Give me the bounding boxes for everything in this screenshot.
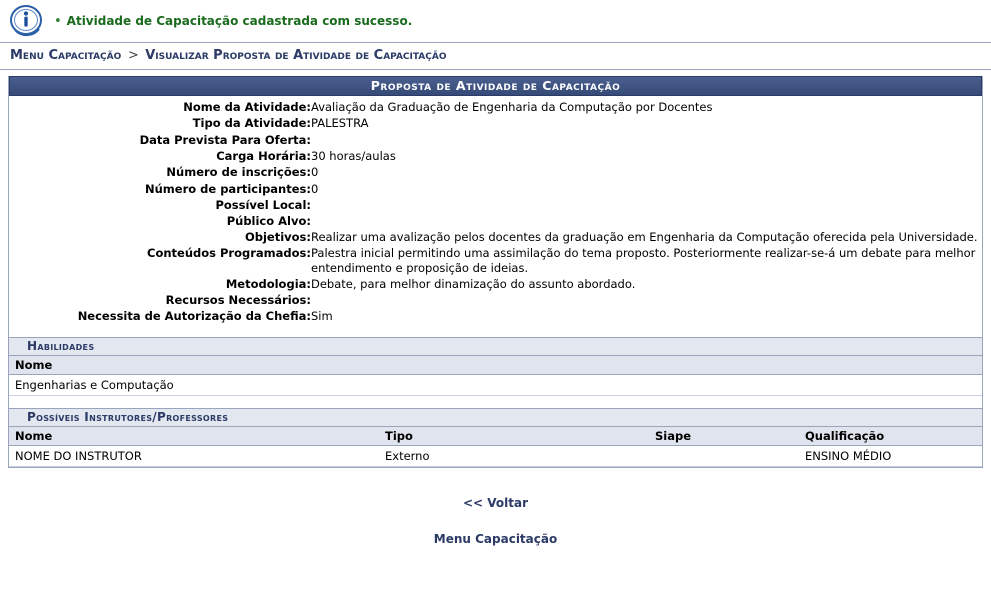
table-header-row (9, 427, 982, 446)
field-label: Tipo da Atividade: (192, 116, 311, 131)
back-chevron-icon: << (462, 495, 484, 510)
field-row (9, 99, 982, 115)
field-row (9, 115, 982, 131)
field-row (9, 181, 982, 197)
instrutores-table (9, 427, 982, 467)
column-header-nome: Nome (9, 427, 379, 446)
field-label: Carga Horária: (216, 148, 311, 163)
field-label: Recursos Necessários: (165, 293, 311, 308)
info-icon (8, 3, 44, 39)
field-label: Nome da Atividade: (183, 100, 311, 114)
field-value: 0 (311, 165, 319, 180)
cell-nome: Engenharias e Computação (9, 374, 982, 395)
breadcrumb (0, 43, 991, 69)
cell-siape (649, 445, 799, 466)
column-header-nome: Nome (9, 356, 982, 375)
field-row (9, 148, 982, 164)
habilidades-table (9, 356, 982, 396)
menu-link-container (0, 532, 991, 546)
field-value: 30 horas/aulas (311, 148, 396, 163)
field-value (311, 132, 982, 148)
field-label: Necessita de Autorização da Chefia: (77, 309, 311, 324)
field-row (9, 229, 982, 245)
field-value (311, 213, 982, 229)
breadcrumb-current: Visualizar Proposta de Atividade de Capacitação (145, 48, 447, 63)
field-row (9, 245, 982, 276)
field-label: Conteúdos Programados: (147, 246, 311, 261)
field-label: Objetivos: (244, 229, 311, 244)
field-label: Possível Local: (215, 197, 311, 212)
back-link-container (0, 496, 991, 510)
field-label: Número de participantes: (145, 181, 311, 196)
proposal-fields-table (9, 99, 982, 325)
success-message-bar (0, 0, 991, 42)
field-value: Sim (311, 309, 333, 324)
field-value: Avaliação da Graduação de Engenharia da Computação por Docentes (311, 100, 713, 114)
field-label: Público Alvo: (226, 213, 311, 228)
field-row (9, 213, 982, 229)
field-row (9, 132, 982, 148)
section-header-habilidades: Habilidades (9, 337, 982, 356)
section-header-instrutores: Possíveis Instrutores/Professores (9, 408, 982, 427)
panel-title: Proposta de Atividade de Capacitação (9, 76, 982, 96)
proposal-panel (8, 76, 983, 468)
back-link[interactable] (463, 496, 528, 510)
bullet-icon: • (54, 13, 62, 29)
field-row (9, 164, 982, 180)
field-value: Realizar uma avalização pelos docentes da graduação em Engenharia da Computação oferecida pela Universidade. (311, 229, 978, 244)
back-link-label: Voltar (487, 495, 529, 510)
column-header-siape: Siape (649, 427, 799, 446)
field-value: PALESTRA (311, 116, 369, 131)
field-value: Palestra inicial permitindo uma assimilação do tema proposto. Posteriormente realizar-se-á um debate para melhor entendimento e proposição de ideias. (311, 246, 976, 275)
field-value: Debate, para melhor dinamização do assunto abordado. (311, 277, 636, 291)
breadcrumb-root-link[interactable]: Menu Capacitação (10, 48, 122, 63)
field-value (311, 292, 982, 308)
field-row (9, 197, 982, 213)
field-value: 0 (311, 181, 319, 196)
field-label: Metodologia: (225, 277, 311, 291)
field-value (311, 197, 982, 213)
menu-capacitacao-link[interactable]: Menu Capacitação (433, 531, 558, 546)
breadcrumb-divider (0, 69, 991, 70)
field-row (9, 308, 982, 324)
field-row (9, 276, 982, 292)
breadcrumb-separator: > (127, 48, 139, 63)
cell-qualificacao: ENSINO MÉDIO (799, 445, 982, 466)
column-header-tipo: Tipo (379, 427, 649, 446)
field-label: Data Prevista Para Oferta: (139, 132, 311, 147)
cell-nome: NOME DO INSTRUTOR (9, 445, 379, 466)
table-row (9, 445, 982, 466)
table-header-row (9, 356, 982, 375)
table-row (9, 374, 982, 395)
success-message-text: Atividade de Capacitação cadastrada com sucesso. (66, 14, 413, 28)
field-label: Número de inscrições: (166, 165, 311, 180)
field-row (9, 292, 982, 308)
column-header-qualificacao: Qualificação (799, 427, 982, 446)
cell-tipo: Externo (379, 445, 649, 466)
